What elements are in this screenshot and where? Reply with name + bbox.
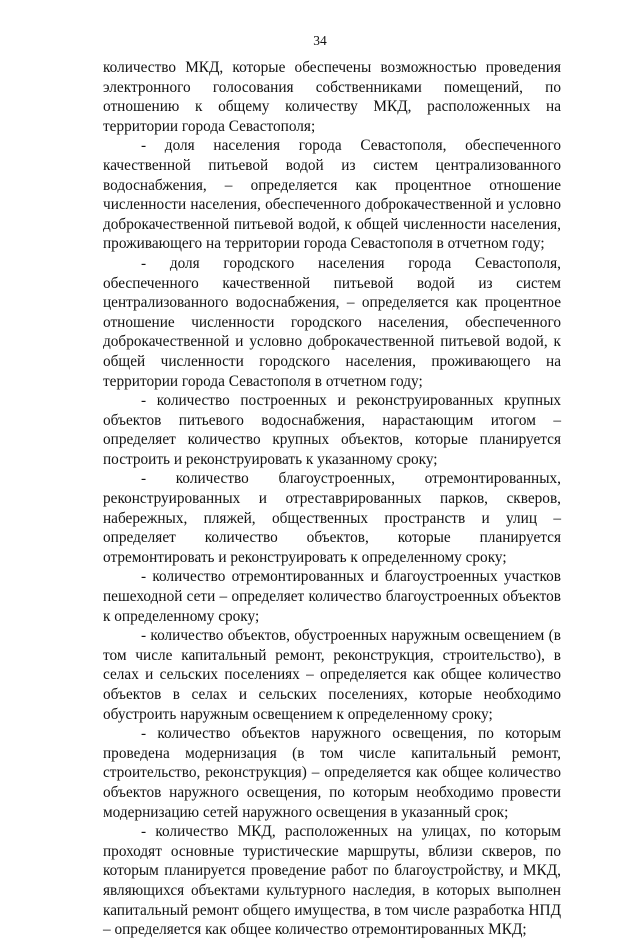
paragraph: - количество МКД, расположенных на улицах, по которым проходят основные туристические маршруты, вблизи скверов, по которым планируется проведение работ по благоустройству, и МКД, являющихся объектами культурного наследия, в которых выполнен капитальный ремонт общего имущества, в том числе разработка НПД – определяется как общее количество отремонтированных МКД;	[103, 823, 561, 939]
paragraph: количество МКД, которые обеспечены возможностью проведения электронного голосования собственниками помещений, по отношению к общему количеству МКД, расположенных на территории города Севастополя;	[103, 59, 561, 135]
body-text	[103, 58, 561, 940]
page-number: 34	[313, 33, 327, 48]
paragraph: - количество объектов, обустроенных наружным освещением (в том числе капитальный ремонт, реконструкция, строительство), в селах и сельских поселениях – определяется как общее количество объектов в селах и сельских поселениях, которые необходимо обустроить наружным освещением к определенному сроку;	[103, 627, 561, 723]
paragraph: - количество отремонтированных и благоустроенных участков пешеходной сети – определяет количество благоустроенных объектов к определенному сроку;	[103, 568, 561, 625]
paragraph: - доля населения города Севастополя, обеспеченного качественной питьевой водой из систем централизованного водоснабжения, – определяется как процентное отношение численности населения, обеспеченного доброкачественной и условно доброкачественной питьевой водой, к общей численности населения, проживающего на территории города Севастополя в отчетном году;	[103, 137, 561, 253]
paragraph: - количество построенных и реконструированных крупных объектов питьевого водоснабжения, нарастающим итогом – определяет количество крупных объектов, которые планируется построить и реконструировать к указанному сроку;	[103, 392, 561, 468]
paragraph: - доля городского населения города Севастополя, обеспеченного качественной питьевой водой из систем централизованного водоснабжения, – определяется как процентное отношение численности городского населения, обеспеченного доброкачественной и условно доброкачественной питьевой водой, к общей численности городского населения, проживающего на территории города Севастополя в отчетном году;	[103, 254, 561, 390]
paragraph: - количество объектов наружного освещения, по которым проведена модернизация (в том числе капитальный ремонт, строительство, реконструкция) – определяется как общее количество объектов наружного освещения, по которым необходимо провести модернизацию сетей наружного освещения в указанный срок;	[103, 725, 561, 821]
paragraph: - количество благоустроенных, отремонтированных, реконструированных и отреставрированных парков, скверов, набережных, пляжей, общественных пространств и улиц – определяет количество объектов, которые планируется отремонтировать и реконструировать к определенному сроку;	[103, 470, 561, 566]
